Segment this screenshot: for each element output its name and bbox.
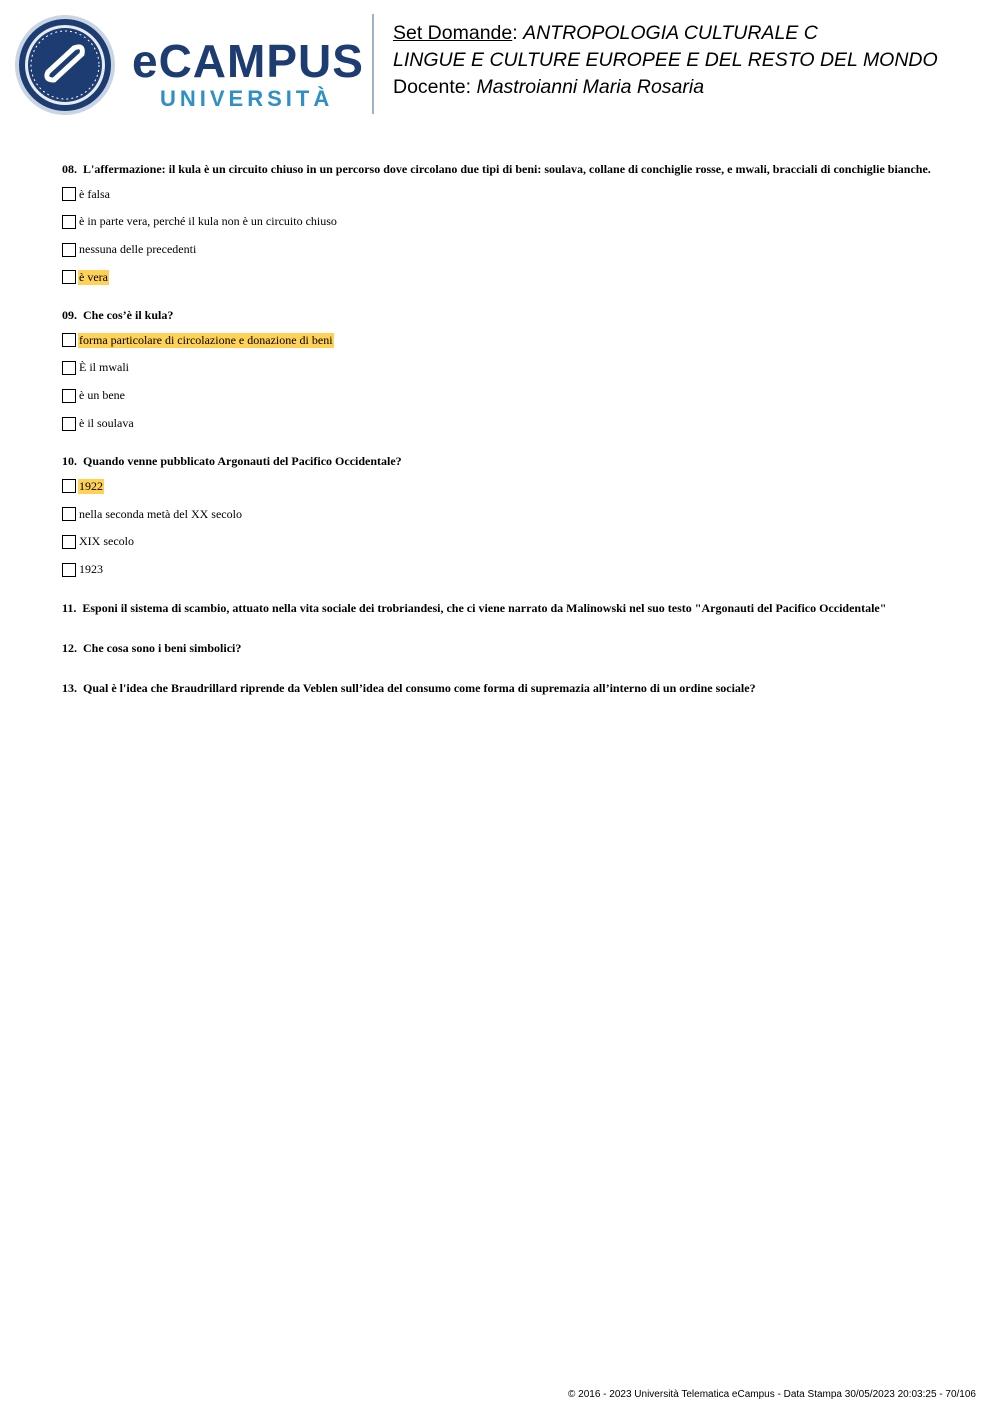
question-number: 09. bbox=[62, 308, 77, 323]
option-label: 1923 bbox=[79, 562, 103, 577]
option-label: è in parte vera, perché il kula non è un circuito chiuso bbox=[79, 214, 337, 229]
option-item[interactable] bbox=[62, 330, 942, 350]
option-item[interactable] bbox=[62, 504, 942, 524]
option-item[interactable] bbox=[62, 476, 942, 496]
option-item[interactable] bbox=[62, 212, 942, 232]
header-info bbox=[393, 20, 938, 101]
option-label: è un bene bbox=[79, 388, 125, 403]
option-label: nella seconda metà del XX secolo bbox=[79, 506, 242, 521]
question-number: 13. bbox=[62, 680, 77, 695]
options-list bbox=[62, 330, 942, 433]
option-label: nessuna delle precedenti bbox=[79, 242, 197, 257]
ecampus-seal-logo bbox=[14, 14, 116, 116]
question-13 bbox=[62, 682, 942, 695]
question-10 bbox=[62, 455, 942, 579]
option-item[interactable] bbox=[62, 560, 942, 580]
checkbox[interactable] bbox=[62, 187, 76, 201]
set-line: Set Domande: ANTROPOLOGIA CULTURALE C bbox=[393, 22, 818, 44]
question-number: 10. bbox=[62, 454, 77, 469]
option-label: è il soulava bbox=[79, 416, 134, 431]
ecampus-wordmark: eCAMPUS bbox=[132, 35, 364, 87]
checkbox[interactable] bbox=[62, 507, 76, 521]
question-text: Che cos’è il kula? bbox=[83, 308, 174, 323]
question-11 bbox=[62, 602, 942, 615]
option-label-highlighted: è vera bbox=[79, 269, 108, 284]
header-divider bbox=[372, 14, 374, 114]
option-item[interactable] bbox=[62, 532, 942, 552]
option-item[interactable] bbox=[62, 240, 942, 260]
option-label-highlighted: forma particolare di circolazione e donazione di beni bbox=[79, 332, 333, 347]
checkbox[interactable] bbox=[62, 361, 76, 375]
options-list bbox=[62, 184, 942, 287]
set-label: Set Domande bbox=[393, 22, 513, 44]
question-text: L'affermazione: il kula è un circuito chiuso in un percorso dove circolano due tipi di beni: soulava, collane di conchiglie rosse, e mwali, bracciali di conchiglie bianche. bbox=[83, 162, 931, 176]
course-line: LINGUE E CULTURE EUROPEE E DEL RESTO DEL MONDO bbox=[393, 49, 938, 71]
question-number: 11. bbox=[62, 600, 77, 615]
option-item[interactable] bbox=[62, 358, 942, 378]
teacher-name: Mastroianni Maria Rosaria bbox=[476, 76, 705, 98]
checkbox[interactable] bbox=[62, 243, 76, 257]
checkbox[interactable] bbox=[62, 479, 76, 493]
question-text: Esponi il sistema di scambio, attuato nella vita sociale dei trobriandesi, che ci viene narrato da Malinowski nel suo testo "Argonauti del Pacifico Occidentale" bbox=[82, 600, 887, 615]
set-value: ANTROPOLOGIA CULTURALE C bbox=[523, 22, 818, 44]
page-footer: © 2016 - 2023 Università Telematica eCampus - Data Stampa 30/05/2023 20:03:25 - 70/106 bbox=[568, 1389, 976, 1400]
question-text: Che cosa sono i beni simbolici? bbox=[83, 640, 242, 655]
checkbox[interactable] bbox=[62, 417, 76, 431]
option-item[interactable] bbox=[62, 267, 942, 287]
question-text: Quando venne pubblicato Argonauti del Pacifico Occidentale? bbox=[83, 454, 402, 469]
checkbox[interactable] bbox=[62, 563, 76, 577]
question-08 bbox=[62, 163, 942, 287]
teacher-label: Docente: bbox=[393, 76, 477, 98]
questions-list bbox=[62, 163, 942, 695]
option-item[interactable] bbox=[62, 414, 942, 434]
universita-wordmark: UNIVERSITÀ bbox=[160, 86, 334, 111]
options-list bbox=[62, 476, 942, 579]
checkbox[interactable] bbox=[62, 215, 76, 229]
checkbox[interactable] bbox=[62, 389, 76, 403]
question-text: Qual è l'idea che Braudrillard riprende da Veblen sull’idea del consumo come forma di supremazia all’interno di un ordine sociale? bbox=[83, 680, 756, 695]
option-label: XIX secolo bbox=[79, 534, 134, 549]
option-item[interactable] bbox=[62, 386, 942, 406]
question-09 bbox=[62, 309, 942, 433]
checkbox[interactable] bbox=[62, 270, 76, 284]
question-number: 12. bbox=[62, 640, 77, 655]
checkbox[interactable] bbox=[62, 535, 76, 549]
option-label: È il mwali bbox=[79, 360, 129, 375]
option-label: è falsa bbox=[79, 186, 110, 201]
page-header bbox=[0, 0, 1000, 130]
checkbox[interactable] bbox=[62, 333, 76, 347]
option-label-highlighted: 1922 bbox=[79, 478, 103, 493]
question-number: 08. bbox=[62, 162, 77, 176]
question-12 bbox=[62, 642, 942, 655]
option-item[interactable] bbox=[62, 184, 942, 204]
teacher-line bbox=[393, 74, 938, 101]
